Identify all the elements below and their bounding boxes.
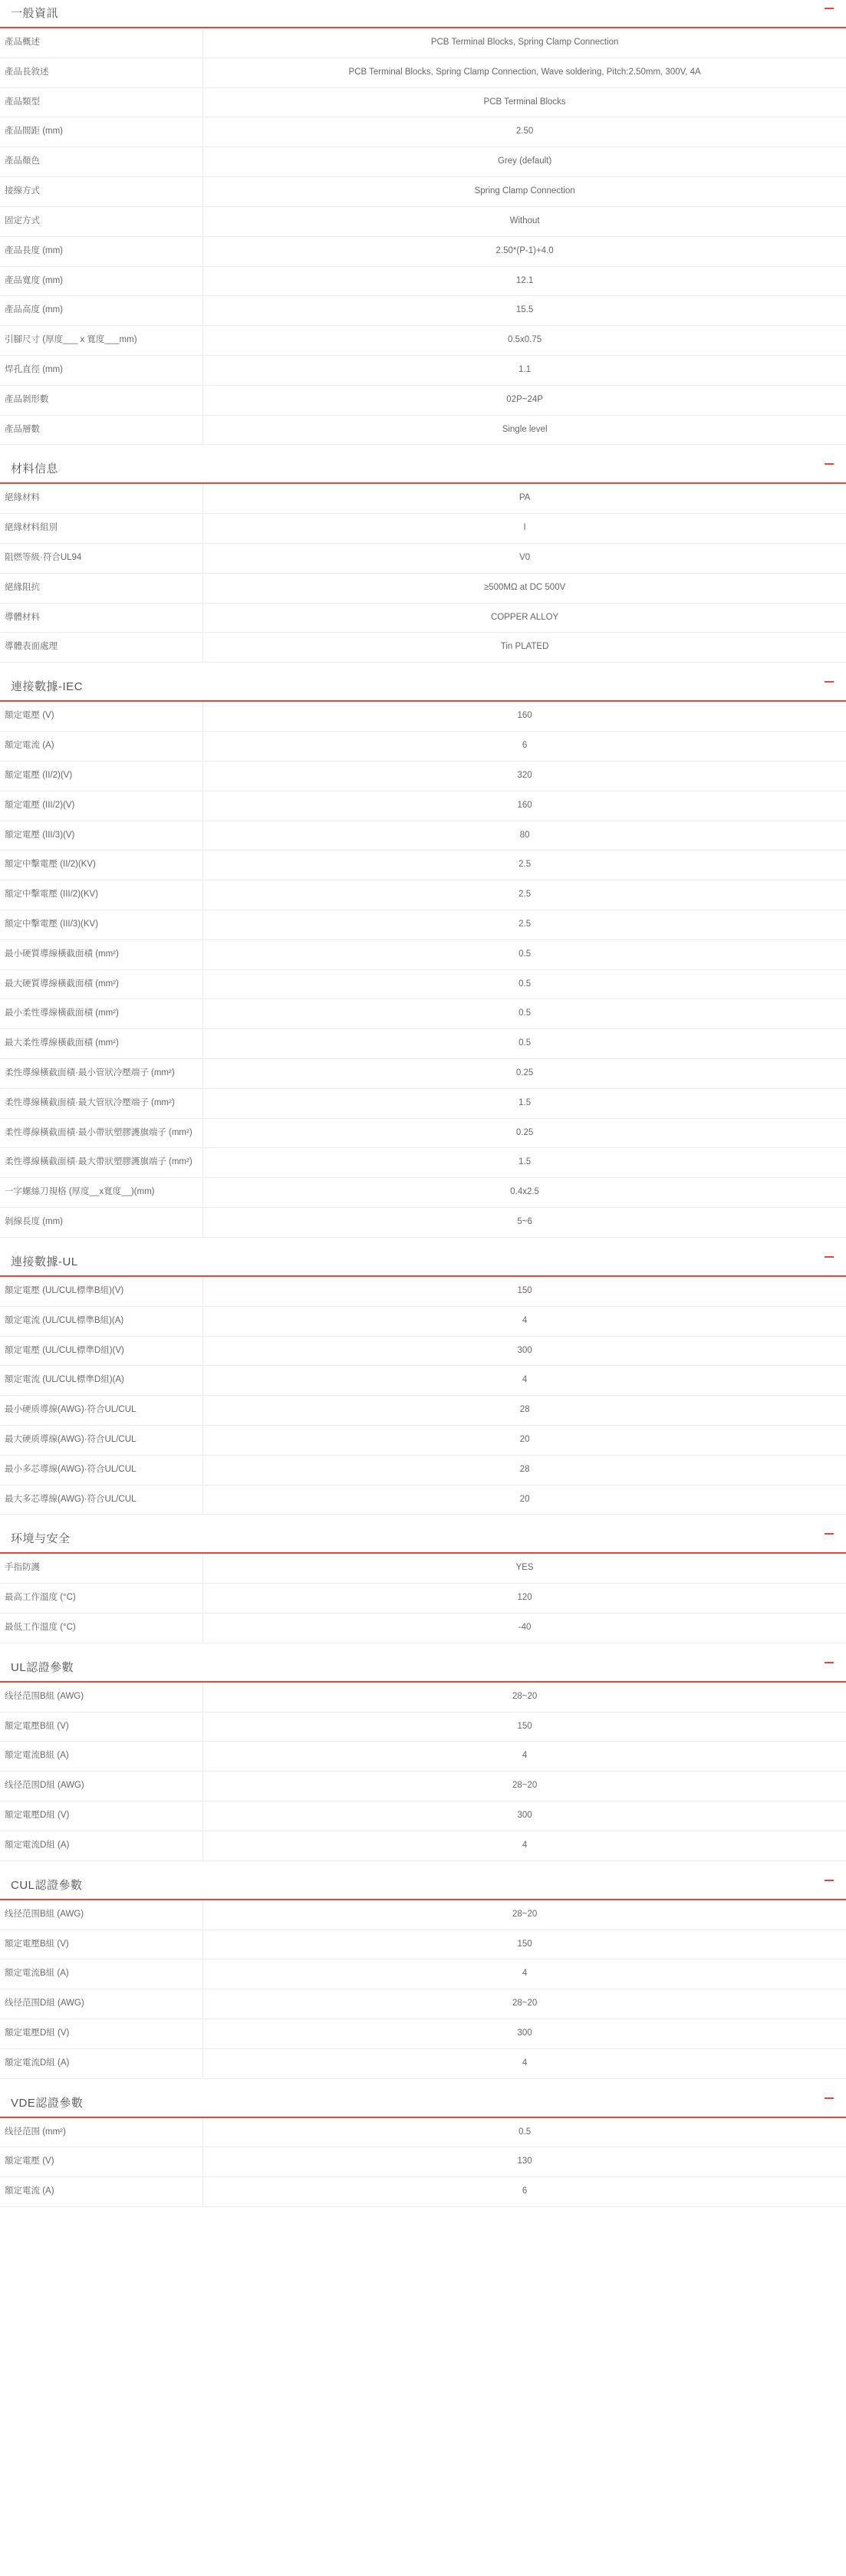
spec-value-cell [203,910,846,939]
spec-label: 產品長敘述 [0,58,203,87]
spec-value-cell [203,603,846,633]
spec-label: 线径范围D組 (AWG) [0,1772,203,1801]
section-header[interactable] [0,0,846,28]
table-row [0,850,846,880]
table-row [0,177,846,207]
table-row [0,1683,846,1712]
spec-value-cell [203,484,846,513]
spec-value-cell [203,1208,846,1238]
table-row [0,969,846,999]
spec-label: 焊孔直徑 (mm) [0,355,203,385]
table-row [0,1148,846,1178]
spec-label: 最大硬质導線(AWG)·符合UL/CUL [0,1425,203,1455]
spec-value: 2.5 [518,860,532,870]
spec-label: 額定中擊電壓 (III/3)(KV) [0,910,203,939]
spec-value-cell [203,1178,846,1208]
spec-section [0,673,846,1238]
spec-value: 15.5 [515,305,534,315]
table-row [0,1455,846,1485]
collapse-minus-icon[interactable] [825,463,834,465]
spec-label: 柔性導線橫截面積·最小帶狀塑膠護旗端子 (mm²) [0,1118,203,1148]
spec-table [0,1683,846,1861]
table-row [0,1772,846,1801]
spec-value: 1.5 [518,1097,532,1107]
table-row [0,1336,846,1366]
spec-label: 最小柔性導線橫截面積 (mm²) [0,999,203,1029]
spec-value-cell [203,385,846,415]
table-row [0,1712,846,1742]
spec-value: 0.5x0.75 [508,335,542,345]
spec-label: 額定中擊電壓 (II/2)(KV) [0,850,203,880]
spec-value-cell [203,2147,846,2177]
spec-value-cell [203,850,846,880]
table-row [0,1485,846,1515]
table-row [0,880,846,910]
spec-value: 4 [522,1840,528,1850]
spec-label: 額定電壓 (V) [0,702,203,731]
spec-label: 柔性導線橫截面積·最大帶狀塑膠護旗端子 (mm²) [0,1148,203,1178]
spec-label: 柔性導線橫截面積·最小管狀冷壓端子 (mm²) [0,1059,203,1089]
section-title: UL認證參數 [11,1660,74,1674]
table-row [0,2018,846,2048]
spec-value: 12.1 [515,275,534,285]
spec-label: 額定電流 (A) [0,2177,203,2207]
spec-value: V0 [519,553,531,562]
spec-value-cell [203,1742,846,1772]
spec-label: 线径范围 (mm²) [0,2118,203,2147]
table-row [0,1029,846,1059]
spec-value-cell [203,1801,846,1831]
spec-label: 產品間距 (mm) [0,117,203,147]
spec-value: 120 [517,1593,532,1603]
spec-value-cell [203,999,846,1029]
spec-label: 產品顏色 [0,147,203,177]
spec-value: 0.5 [518,1038,532,1048]
spec-value-cell [203,2177,846,2207]
section-header[interactable] [0,1525,846,1554]
table-row [0,484,846,513]
spec-value: 2.5 [518,919,532,929]
spec-value: COPPER ALLOY [491,612,559,622]
spec-label: 固定方式 [0,206,203,236]
spec-section [0,456,846,663]
spec-value-cell [203,1088,846,1118]
spec-value: 80 [519,830,530,840]
spec-value: 130 [517,2157,532,2166]
spec-value-cell [203,1425,846,1455]
spec-value-cell [203,1831,846,1860]
table-row [0,1178,846,1208]
spec-value: 0.4x2.5 [510,1187,539,1197]
section-title: VDE認證參數 [11,2096,84,2110]
spec-label: 一字螺絲刀規格 (厚度__x寬度__)(mm) [0,1178,203,1208]
spec-value: 300 [517,1345,532,1355]
spec-value-cell [203,415,846,445]
spec-label: 絕緣材料組別 [0,514,203,544]
spec-value-cell [203,1118,846,1148]
spec-value-cell [203,1900,846,1930]
spec-label: 額定電流D組 (A) [0,1831,203,1860]
spec-label: 額定電流 (A) [0,732,203,762]
spec-value: 28 [519,1405,530,1415]
spec-value: 1.5 [518,1157,532,1167]
table-row [0,1088,846,1118]
spec-value: PCB Terminal Blocks, Spring Clamp Connection [430,38,619,47]
spec-value-cell [203,1059,846,1089]
spec-value: 160 [517,800,532,810]
spec-label: 手指防護 [0,1554,203,1583]
spec-value-cell [203,117,846,147]
spec-table [0,2118,846,2207]
spec-value: 0.25 [515,1068,534,1077]
spec-value-cell [203,28,846,58]
spec-value: 28~20 [512,1691,538,1701]
spec-value: 4 [522,1751,528,1761]
spec-label: 產品層數 [0,415,203,445]
spec-value-cell [203,1366,846,1396]
spec-label: 額定電流B組 (A) [0,1742,203,1772]
table-row [0,117,846,147]
spec-value-cell [203,633,846,663]
table-row [0,999,846,1029]
spec-value: 1.1 [518,364,532,374]
table-row [0,573,846,603]
spec-value: Spring Clamp Connection [474,186,575,196]
section-header[interactable] [0,673,846,702]
spec-value-cell [203,147,846,177]
spec-value: 0.5 [518,949,532,959]
spec-value-cell [203,1336,846,1366]
table-row [0,1614,846,1643]
spec-label: 剝線長度 (mm) [0,1208,203,1238]
spec-label: 线径范围B組 (AWG) [0,1683,203,1712]
table-row [0,791,846,821]
spec-value: Tin PLATED [500,642,549,652]
spec-value-cell [203,1930,846,1959]
spec-label: 絕緣阻抗 [0,573,203,603]
spec-value-cell [203,1614,846,1643]
table-row [0,1831,846,1860]
collapse-minus-icon[interactable] [825,8,834,9]
spec-value: 150 [517,1285,532,1295]
spec-value: I [523,523,526,533]
spec-value: 4 [522,2058,528,2068]
spec-value-cell [203,1959,846,1989]
spec-label: 最大硬質導線橫截面積 (mm²) [0,969,203,999]
spec-label: 絕緣材料 [0,484,203,513]
spec-value-cell [203,1306,846,1336]
spec-label: 額定電壓 (UL/CUL標準B組)(V) [0,1277,203,1306]
spec-value: 20 [519,1434,530,1444]
collapse-minus-icon[interactable] [825,1662,834,1663]
table-row [0,296,846,326]
spec-value-cell [203,87,846,117]
spec-value: Grey (default) [497,156,552,166]
spec-table [0,28,846,445]
spec-value: Without [509,215,540,225]
spec-value: 28~20 [512,1999,538,2008]
section-title: 一般資訊 [11,7,59,20]
table-row [0,87,846,117]
table-row [0,1366,846,1396]
spec-value-cell [203,296,846,326]
table-row [0,2118,846,2147]
spec-section [0,1525,846,1643]
spec-table [0,484,846,663]
spec-value-cell [203,58,846,87]
table-row [0,206,846,236]
spec-value-cell [203,236,846,266]
spec-value-cell [203,1584,846,1614]
spec-section [0,1654,846,1861]
spec-value: 28 [519,1464,530,1474]
spec-label: 阻燃等級·符合UL94 [0,544,203,574]
table-row [0,415,846,445]
spec-label: 額定電流B組 (A) [0,1959,203,1989]
table-row [0,1742,846,1772]
spec-value-cell [203,1772,846,1801]
section-title: 材料信息 [11,462,59,476]
spec-table [0,1554,846,1643]
table-row [0,633,846,663]
spec-value: Single level [502,424,548,434]
spec-table [0,1900,846,2079]
spec-label: 最低工作溫度 (°C) [0,1614,203,1643]
spec-label: 產品類型 [0,87,203,117]
table-row [0,514,846,544]
spec-value-cell [203,2048,846,2078]
table-row [0,58,846,87]
spec-table [0,1277,846,1515]
spec-value: PCB Terminal Blocks [483,97,566,107]
table-row [0,28,846,58]
spec-value-cell [203,1029,846,1059]
table-row [0,2147,846,2177]
table-row [0,147,846,177]
spec-value-cell [203,2118,846,2147]
table-row [0,702,846,731]
spec-label: 最小硬质導線(AWG)·符合UL/CUL [0,1396,203,1426]
spec-section [0,1872,846,2079]
table-row [0,355,846,385]
spec-value: 300 [517,1811,532,1821]
collapse-minus-icon[interactable] [825,2097,834,2099]
spec-label: 額定電流D組 (A) [0,2048,203,2078]
spec-value-cell [203,880,846,910]
collapse-minus-icon[interactable] [825,1880,834,1881]
spec-label: 引腳尺寸 (厚度___ x 寬度___mm) [0,326,203,356]
spec-label: 线径范围D組 (AWG) [0,1989,203,2019]
table-row [0,1930,846,1959]
section-header[interactable] [0,2090,846,2118]
collapse-minus-icon[interactable] [825,681,834,683]
table-row [0,761,846,791]
table-row [0,910,846,939]
table-row [0,1425,846,1455]
spec-value-cell [203,514,846,544]
spec-value-cell [203,1148,846,1178]
spec-value-cell [203,761,846,791]
spec-value: 20 [519,1494,530,1504]
section-header[interactable] [0,456,846,484]
spec-value-cell [203,969,846,999]
spec-value-cell [203,1554,846,1583]
spec-label: 最高工作溫度 (°C) [0,1584,203,1614]
spec-label: 額定電壓 (UL/CUL標準D組)(V) [0,1336,203,1366]
spec-label: 額定電流 (UL/CUL標準D組)(A) [0,1366,203,1396]
spec-label: 額定電壓B組 (V) [0,1930,203,1959]
table-row [0,732,846,762]
spec-value-cell [203,791,846,821]
spec-value: 4 [522,1969,528,1979]
spec-label: 額定電壓D組 (V) [0,1801,203,1831]
spec-label: 最小硬質導線橫截面積 (mm²) [0,939,203,969]
spec-value: 0.5 [518,979,532,989]
spec-label: 產品寬度 (mm) [0,266,203,296]
spec-value-cell [203,206,846,236]
spec-value-cell [203,266,846,296]
spec-value-cell [203,1277,846,1306]
spec-table [0,702,846,1238]
table-row [0,1900,846,1930]
spec-value: 28~20 [512,1781,538,1791]
spec-value: 6 [522,2186,528,2196]
table-row [0,266,846,296]
table-row [0,1554,846,1583]
spec-section [0,2090,846,2207]
spec-value: PA [518,493,531,503]
spec-value: 160 [517,711,532,721]
table-row [0,1277,846,1306]
table-row [0,2177,846,2207]
spec-label: 柔性導線橫截面積·最大管狀冷壓端子 (mm²) [0,1088,203,1118]
spec-value: 4 [522,1375,528,1385]
table-row [0,1118,846,1148]
table-row [0,939,846,969]
spec-label: 額定中擊電壓 (III/2)(KV) [0,880,203,910]
spec-value: ≥500MΩ at DC 500V [483,582,566,592]
spec-value: 02P~24P [506,394,543,404]
spec-value-cell [203,1989,846,2019]
spec-label: 額定電流 (UL/CUL標準B組)(A) [0,1306,203,1336]
spec-value-cell [203,702,846,731]
spec-value: 150 [517,1939,532,1949]
spec-label: 額定電壓D組 (V) [0,2018,203,2048]
table-row [0,1959,846,1989]
table-row [0,1801,846,1831]
spec-value: YES [515,1563,534,1573]
spec-value-cell [203,544,846,574]
table-row [0,603,846,633]
table-row [0,236,846,266]
table-row [0,1059,846,1089]
spec-label: 接線方式 [0,177,203,207]
section-title: 連接數據-IEC [11,680,84,694]
spec-label: 導體表面處理 [0,633,203,663]
spec-value: 6 [522,741,528,751]
spec-value: 0.25 [515,1127,534,1137]
table-row [0,326,846,356]
section-title: 环境与安全 [11,1532,71,1546]
spec-value: 320 [517,770,532,780]
table-row [0,1306,846,1336]
spec-value-cell [203,573,846,603]
spec-value: 28~20 [512,1909,538,1919]
table-row [0,1208,846,1238]
spec-value-cell [203,1455,846,1485]
spec-value: 150 [517,1721,532,1731]
spec-value: 2.50 [515,127,534,137]
spec-label: 最大柔性導線橫截面積 (mm²) [0,1029,203,1059]
spec-label: 线径范围B組 (AWG) [0,1900,203,1930]
spec-label: 額定電壓 (III/3)(V) [0,821,203,850]
spec-value-cell [203,1712,846,1742]
spec-label: 導體材料 [0,603,203,633]
spec-label: 產品長度 (mm) [0,236,203,266]
table-row [0,1989,846,2019]
section-header[interactable] [0,1654,846,1683]
spec-label: 額定電壓 (III/2)(V) [0,791,203,821]
spec-label: 產品剝形數 [0,385,203,415]
spec-value-cell [203,177,846,207]
section-header[interactable] [0,1249,846,1277]
spec-value: 300 [517,2028,532,2038]
section-title: 連接數據-UL [11,1255,78,1268]
spec-value-cell [203,1396,846,1426]
spec-label: 額定電壓 (V) [0,2147,203,2177]
collapse-minus-icon[interactable] [825,1533,834,1535]
spec-value: -40 [518,1623,532,1632]
table-row [0,821,846,850]
section-title: CUL認證參數 [11,1878,83,1892]
table-row [0,2048,846,2078]
spec-label: 產品概述 [0,28,203,58]
spec-value: 0.5 [518,1008,532,1018]
table-row [0,1396,846,1426]
spec-label: 產品高度 (mm) [0,296,203,326]
spec-value-cell [203,939,846,969]
spec-label: 最小多芯導線(AWG)·符合UL/CUL [0,1455,203,1485]
spec-value-cell [203,355,846,385]
table-row [0,544,846,574]
spec-section [0,0,846,445]
spec-label: 額定電壓 (II/2)(V) [0,761,203,791]
spec-value-cell [203,2018,846,2048]
spec-section [0,1249,846,1515]
spec-value: 4 [522,1315,528,1325]
collapse-minus-icon[interactable] [825,1256,834,1258]
table-row [0,385,846,415]
spec-value: 0.5 [518,2127,532,2137]
spec-label: 最大多芯導線(AWG)·符合UL/CUL [0,1485,203,1515]
spec-value: 5~6 [517,1217,532,1227]
section-header[interactable] [0,1872,846,1900]
spec-value-cell [203,732,846,762]
spec-value: PCB Terminal Blocks, Spring Clamp Connection, Wave soldering, Pitch:2.50mm, 300V, 4A [348,67,701,77]
spec-value-cell [203,821,846,850]
spec-value-cell [203,1485,846,1515]
table-row [0,1584,846,1614]
spec-value: 2.5 [518,890,532,900]
spec-value-cell [203,326,846,356]
spec-value: 2.50*(P-1)+4.0 [495,245,554,255]
spec-value-cell [203,1683,846,1712]
spec-label: 額定電壓B組 (V) [0,1712,203,1742]
